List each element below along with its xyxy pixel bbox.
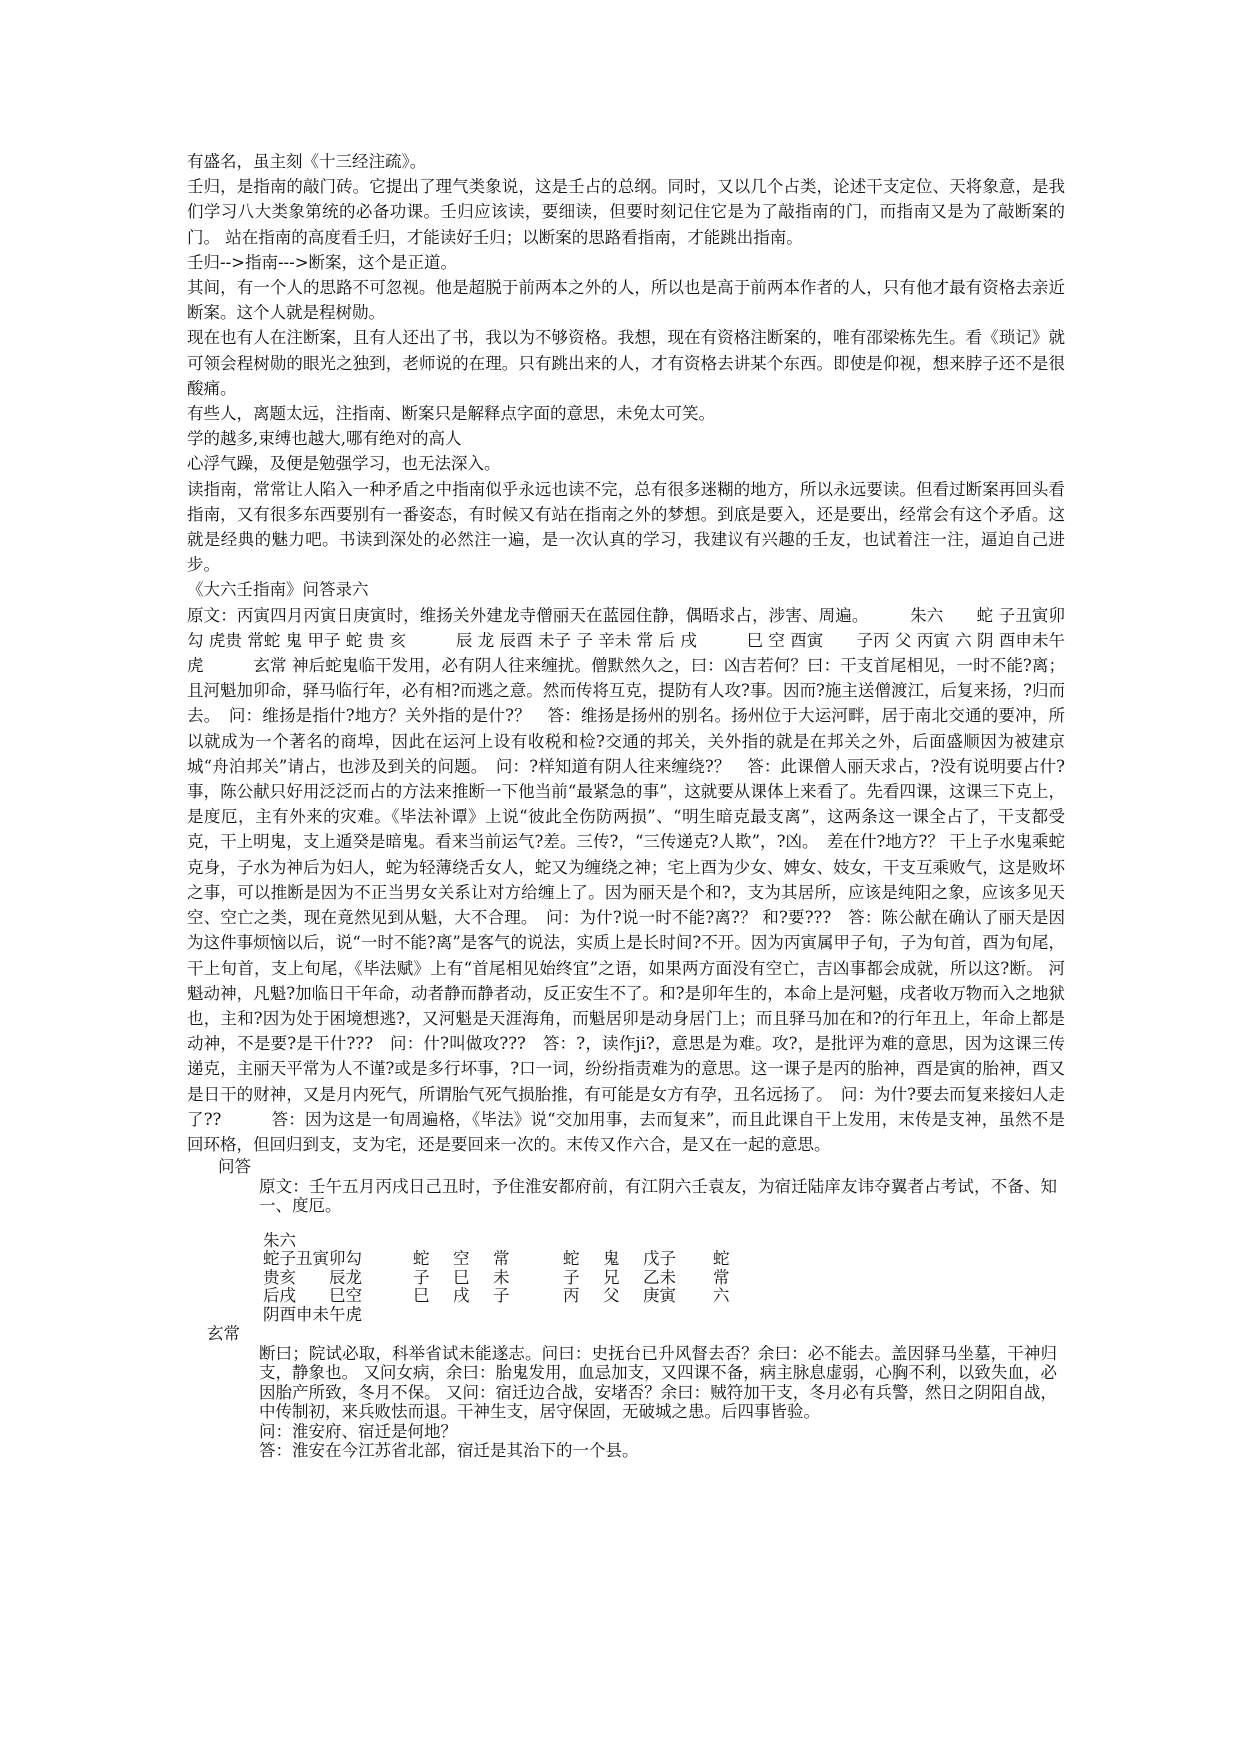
chart-row [263, 1250, 1065, 1269]
divination-chart [263, 1232, 1065, 1325]
paragraph: 原文：丙寅四月丙寅日庚寅时，维扬关外建龙寺僧丽天在蓝园住静，偶晤求占，涉害、周遍。 朱六 蛇 子丑寅卯 勾 虎贵 常蛇 鬼 甲子 蛇 贵 亥 辰 龙 辰酉 未子 子 辛未 常 后 戌 巳 空 酉寅 子丙 父 丙寅 六 阴 酉申未午 虎 玄常 神后蛇鬼临干发用，必有阴人往来缠扰。僧默然久之，曰：凶吉若何？曰：干支首尾相见，一时不能?离；且河魁加卯命，驿马临行年，必有相?而逃之意。然而传将互克，提防有人攻?事。因而?施主送僧渡江，后复来扬，?归而去。 问：维扬是指什?地方？关外指的是什?？ 答：维扬是扬州的别名。扬州位于大运河畔，居于南北交通的要冲，所以就成为一个著名的商埠，因此在运河上设有收税和检?交通的邦关，关外指的就是在邦关之外，后面盛顺因为被建京城“舟泊邦关”请占，也涉及到关的问题。 问：?样知道有阴人往来缠绕?？ 答：此课僧人丽天求占，?没有说明要占什?事，陈公献只好用泛泛而占的方法来推断一下他当前“最紧急的事”，这就要从课体上来看了。先看四课，这课三下克上，是度厄，主有外来的灾难。《毕法补谭》上说“彼此全伤防两损”、“明生暗克最支离”，这两条这一课全占了，干支都受克，干上明鬼，支上遁癸是暗鬼。看来当前运气?差。三传?，“三传递克?人欺”，?凶。 差在什?地方?？ 干上子水鬼乘蛇克身，子水为神后为妇人，蛇为轻薄绕舌女人，蛇又为缠绕之神；宅上酉为少女、婢女、妓女，干支互乘败气，这是败坏之事，可以推断是因为不正当男女关系让对方给缠上了。因为丽天是个和?，支为其居所，应该是纯阳之象，应该多见天空、空亡之类，现在竟然见到从魁，大不合理。 问：为什?说一时不能?离?？ 和?要??? 答：陈公献在确认了丽天是因为这件事烦恼以后，说“一时不能?离”是客气的说法，实质上是长时间?不开。因为丙寅属甲子旬，子为旬首，酉为旬尾，干上旬首，支上旬尾，《毕法赋》上有“首尾相见始终宜”之语，如果两方面没有空亡，吉凶事都会成就，所以这?断。 河魁动神，凡魁?加临日干年命，动者静而静者动，反正安生不了。和?是卯年生的，本命上是河魁，戌者收万物而入之地狱也，主和?因为处于困境想逃?，又河魁是天涯海角，而魁居卯是动身居门上；而且驿马加在和?的行年丑上，年命上都是动神，不是要?是干什??? 问：什?叫做攻??? 答：?，读作ji?，意思是为难。攻?，是批评为难的意思，因为这课三传递克，主丽天平常为人不谨?或是多行坏事，?口一词，纷纷指责难为的意思。这一课子是丙的胎神，酉是寅的胎神，酉又是日干的财神，又是月内死气，所谓胎气死气损胎推，有可能是女方有孕，丑名远扬了。 问：为什?要去而复来接妇人走了?? 答：因为这是一旬周遍格，《毕法》说“交加用事，去而复来”，而且此课自干上发用，末传是支神，虽然不是回环格，但回归到支，支为宅，还是要回来一次的。末传又作六合，是又在一起的意思。 [187, 605, 1065, 1154]
question-paragraph: 问：淮安府、宿迁是何地？ [259, 1421, 457, 1441]
document-body [187, 149, 1065, 1461]
chart-cell: 子 [493, 1286, 510, 1306]
chart-cell: 兄 [603, 1267, 620, 1287]
chart-cell: 蛇子丑寅卯勾 [263, 1249, 362, 1269]
chart-cell: 蛇 [413, 1249, 430, 1269]
chart-cell: 阴酉申未午虎 [263, 1304, 362, 1324]
paragraph: 读指南，常常让人陷入一种矛盾之中指南似乎永远也读不完，总有很多迷糊的地方，所以永远要读。但看过断案再回头看指南，又有很多东西要别有一番姿态，有时候又有站在指南之外的梦想。到底是要入，还是要出，经常会有这个矛盾。这就是经典的魅力吧。书读到深处的必然注一遍，是一次认真的学习，我建议有兴趣的壬友，也试着注一注，逼迫自己进步。 [187, 479, 1065, 575]
chart-cell: 常 [713, 1267, 730, 1287]
chart-cell: 庚寅 [643, 1286, 676, 1306]
section-heading: 《大六壬指南》问答录六 [187, 580, 369, 600]
chart-cell: 未 [493, 1267, 510, 1287]
paragraph: 心浮气躁，及便是勉强学习，也无法深入。 [187, 454, 501, 474]
chart-cell: 子 [413, 1267, 430, 1287]
chart-cell: 巳 [453, 1267, 470, 1287]
chart-cell: 空 [453, 1249, 470, 1269]
chart-cell: 子 [563, 1267, 580, 1287]
chart-bottom-label: 玄常 [207, 1324, 240, 1344]
chart-row [263, 1269, 1065, 1288]
paragraph: 壬归-->指南--->断案，这个是正道。 [187, 252, 458, 272]
paragraph: 现在也有人在注断案，且有人还出了书，我以为不够资格。我想，现在有资格注断案的，唯有邵梁栋先生。看《琐记》就可领会程树勋的眼光之独到，老师说的在理。只有跳出来的人，才有资格去讲某个东西。即使是仰视，想来脖子还不是很酸痛。 [187, 328, 1065, 398]
paragraph: 有盛名，虽主刻《十三经注疏》。 [187, 152, 427, 171]
chart-cell: 丙 [563, 1286, 580, 1306]
chart-cell: 父 [603, 1286, 620, 1306]
wenda-heading: 问答 [218, 1157, 251, 1177]
chart-cell: 戊子 [643, 1249, 676, 1269]
paragraph: 壬归，是指南的敲门砖。它提出了理气类象说，这是壬占的总纲。同时，又以几个占类，论述干支定位、天将象意，是我们学习八大类象第统的必备功课。壬归应该读，要细读，但要时刻记住它是为了敲指南的门，而指南又是为了敲断案的门。 站在指南的高度看壬归，才能读好壬归；以断案的思路看指南，才能跳出指南。 [187, 177, 1065, 247]
paragraph: 有些人，离题太远，注指南、断案只是解释点字面的意思，未免太可笑。 [187, 404, 715, 424]
chart-cell: 蛇 [713, 1249, 730, 1269]
chart-cell: 常 [493, 1249, 510, 1269]
paragraph: 学的越多,束缚也越大,哪有绝对的高人 [187, 429, 462, 449]
paragraph: 其间，有一个人的思路不可忽视。他是超脱于前两本之外的人，所以也是高于前两本作者的人，只有他才最有资格去亲近断案。这个人就是程树勋。 [187, 278, 1065, 323]
chart-cell: 戌 [453, 1286, 470, 1306]
chart-row [263, 1287, 1065, 1306]
chart-cell: 鬼 [603, 1249, 620, 1269]
chart-cell: 后戌 巳空 [263, 1286, 362, 1306]
chart-top-row [263, 1232, 1065, 1251]
yuanwen-paragraph: 原文：壬午五月丙戌日己丑时，予住淮安都府前，有江阴六壬袁友，为宿迁陆庠友讳夺翼者占考试，不备、知一、度厄。 [259, 1176, 1057, 1216]
judgment-paragraph: 断曰；院试必取，科举省试未能遂志。问曰：史抚台已升风督去否？余曰：必不能去。盖因驿马坐墓，干神归支，静象也。 又问女病，余曰：胎鬼发用，血忌加支，又四课不备，病主脉息虚弱，心胸不利，以致失血，必因胎产所致，冬月不保。 又问：宿迁边合战，安堵否？余曰：贼符加干支，冬月必有兵警，然日之阴阳自战，中传制初，来兵败怯而退。干神生支，居守保固，无破城之患。后四事皆验。 [259, 1343, 1057, 1422]
answer-paragraph: 答：淮安在今江苏省北部，宿迁是其治下的一个县。 [259, 1441, 639, 1461]
chart-cell: 巳 [413, 1286, 430, 1306]
chart-cell: 蛇 [563, 1249, 580, 1269]
chart-cell: 乙未 [643, 1267, 676, 1287]
chart-row [263, 1306, 1065, 1325]
chart-cell: 贵亥 辰龙 [263, 1267, 362, 1287]
chart-cell: 六 [713, 1286, 730, 1306]
chart-top-label: 朱六 [263, 1230, 296, 1250]
